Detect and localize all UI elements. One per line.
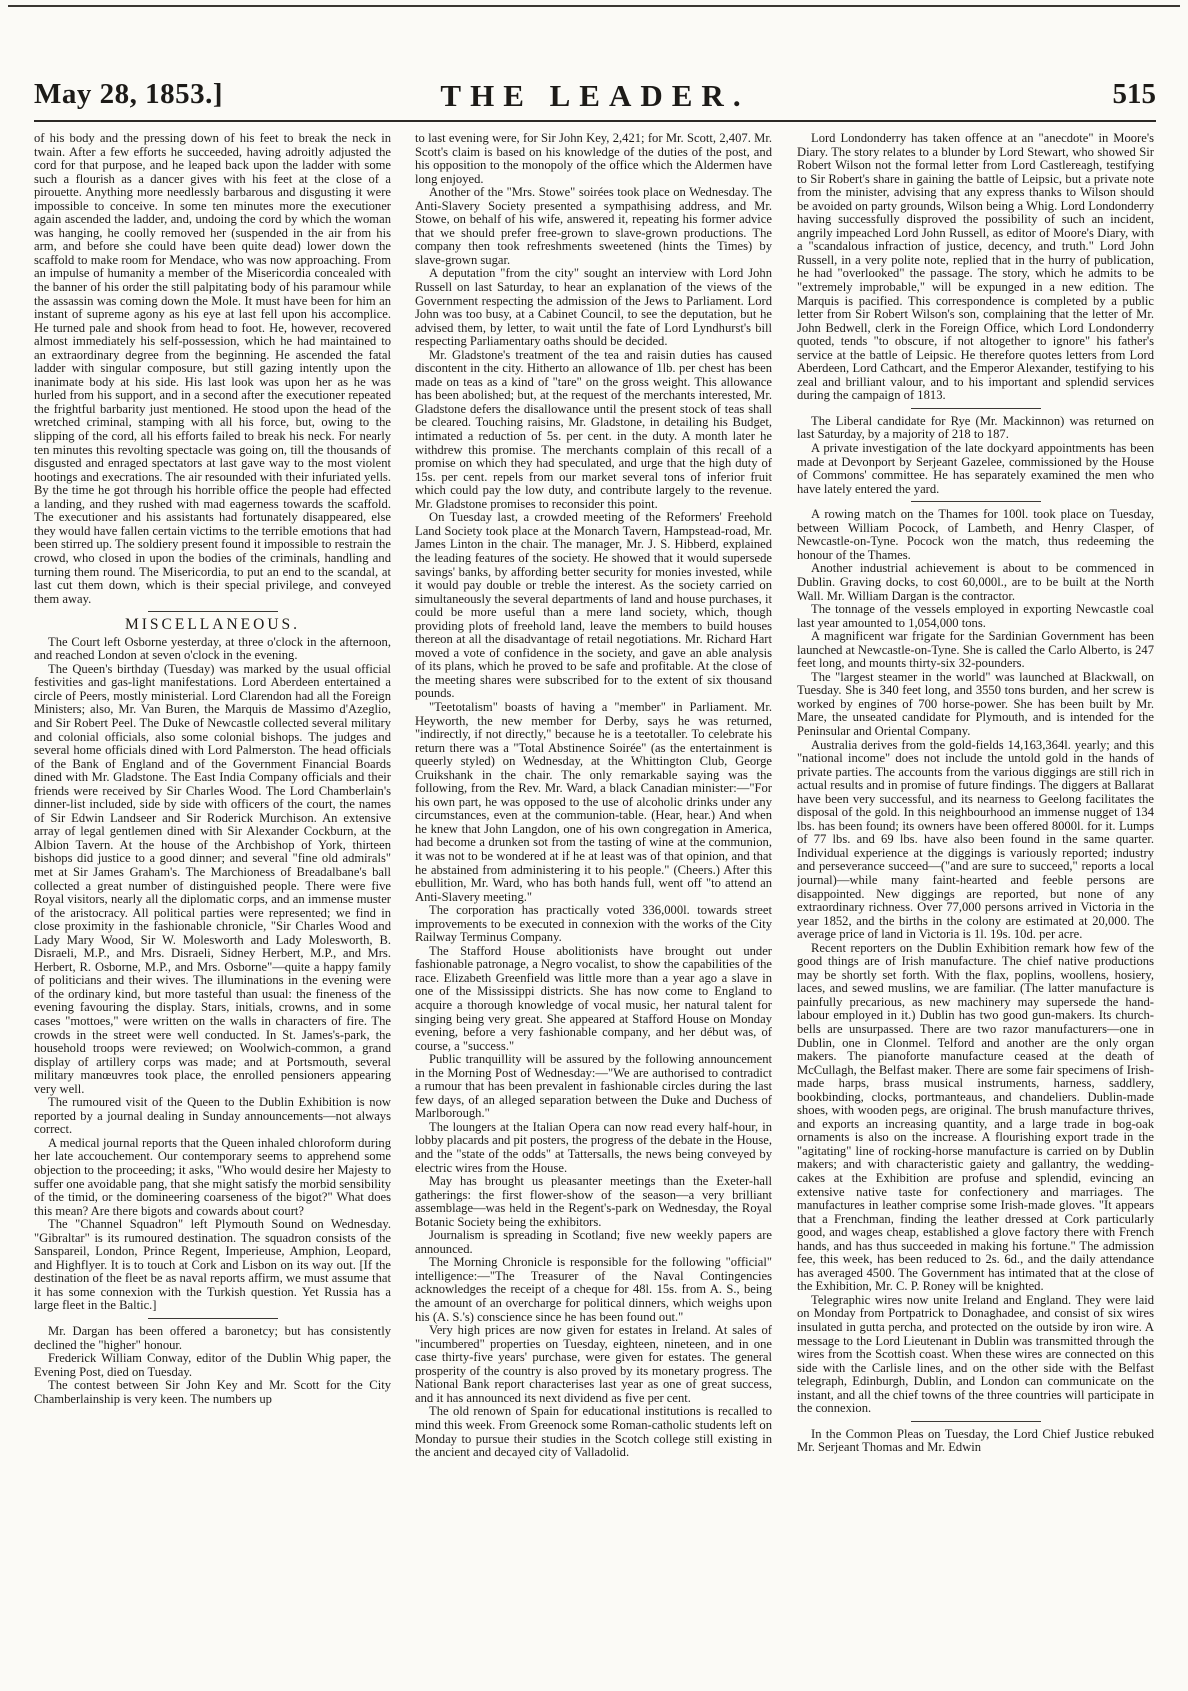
article-paragraph: The loungers at the Italian Opera can now read every half-hour, in lobby placards and pit posters, the progress of the debate in the House, and the "state of the odds" at Tattersalls, the news being conveyed by electric wires from the House.: [415, 1119, 772, 1175]
article-paragraph: Mr. Dargan has been offered a baronetcy; but has consistently declined the "higher" honour.: [34, 1324, 391, 1352]
article-paragraph: The Liberal candidate for Rye (Mr. Mackinnon) was returned on last Saturday, by a majority of 218 to 187.: [797, 413, 1154, 442]
article-paragraph: Another industrial achievement is about to be commenced in Dublin. Graving docks, to cost 60,000l., are to be built at the North Wall. Mr. William Dargan is the contractor.: [797, 561, 1154, 603]
article-paragraph: "Teetotalism" boasts of having a "member" in Parliament. Mr. Heyworth, the new member for Derby, says he was returned, "indirectly, if not directly," because he is a teetotaller. To celebrate his return there was a "Total Abstinence Soirée" (as the entertainment is queerly styled) on Wednesday, at the Whittington Club, George Cruikshank in the chair. The only remarkable saying was the following, from the Rev. Mr. Ward, a black Canadian minister:—"For his own part, he was opposed to the use of alcoholic drinks under any circumstances, even at the communion-table. (Hear, hear.) And when he knew that John Langdon, one of his own congregation in America, had become a drunken sot from the tasting of wine at the communion, it was not to be wondered at if he at least was of that opinion, and that he abstained from administering it to his people." (Cheers.) After this ebullition, Mr. Ward, who has both hands full, went off "to attend an Anti-Slavery meeting.": [415, 699, 772, 904]
separator-rule: [911, 501, 1041, 502]
column-1: [34, 132, 391, 1682]
article-paragraph: of his body and the pressing down of his feet to break the neck in twain. After a few efforts he succeeded, having adroitly adjusted the cord for that purpose, and he leaped back upon the ladder with some such a flourish as a dancer gives with his feet at the close of a pirouette. Anything more needlessly barbarous and disgusting it were impossible to conceive. In some ten minutes more the executioner again ascended the ladder, and, undoing the cord by which the woman was hanging, he coolly removed her (suspended in the air from his arm, and before she could have been quite dead) lower down the scaffold to make room for Mendace, who was now approaching. From an impulse of humanity a member of the Misericordia concealed with the banner of his order the still palpitating body of his paramour while the assassin was coming down the Mole. It must have been for him an instant of supreme agony as his eye at last fell upon his accomplice. He turned pale and shook from head to foot. He, however, recovered almost immediately his self-possession, which he had maintained to an extraordinary degree from the beginning. He ascended the fatal ladder with singular composure, but still gazing intently upon the inanimate body at his side. His last look was upon her as he was hurled from his support, and in a second after the executioner repeated the frightful barbarity just mentioned. He stood upon the head of the wretched criminal, stamping with all his force, but, owing to the slipping of the cord, all his efforts failed to break his neck. For nearly ten minutes this revolting spectacle was going on, till the thousands of disgusted and enraged spectators at last gave way to the most violent hootings and execrations. The air resounded with their infuriated yells. By the time he got through his horrible office the people had effected a landing, and they rushed with mad eagerness towards the scaffold. The executioner and his assistants had fortunately disappeared, else they would have fallen certain victims to the terrible emotions that had been stirred up. The soldiery present found it impossible to restrain the crowd, who closed in upon the bodies of the criminals, handling and turning them round. The Misericordia, to put an end to the scandal, at last cut them down, which is their special privilege, and conveyed them away.: [34, 132, 391, 606]
article-paragraph: Telegraphic wires now unite Ireland and England. They were laid on Monday from Portpatrick to Donaghadee, and consist of six wires insulated in gutta percha, and protected on the outside by iron wire. A message to the Lord Lieutenant in Dublin was transmitted through the wires from the Scottish coast. When these wires are connected on this side with the Carlisle lines, and on the other side with the Belfast telegraph, Edinburgh, Dublin, and London can communicate on the instant, and all the chief towns of the three countries will participate in the connexion.: [797, 1292, 1154, 1416]
separator-rule: [148, 1318, 278, 1319]
separator-rule: [911, 1421, 1041, 1422]
article-paragraph: The "largest steamer in the world" was launched at Blackwall, on Tuesday. She is 340 feet long, and 3550 tons burden, and her screw is worked by engines of 700 horse-power. She has been built by Mr. Mare, the unseated candidate for Plymouth, and is intended for the Peninsular and Oriental Company.: [797, 669, 1154, 738]
article-paragraph: The contest between Sir John Key and Mr. Scott for the City Chamberlainship is very keen. The numbers up: [34, 1378, 391, 1406]
article-paragraph: Journalism is spreading in Scotland; five new weekly papers are announced.: [415, 1228, 772, 1256]
article-paragraph: Australia derives from the gold-fields 14,163,364l. yearly; and this "national income" does not include the untold gold in the hands of private parties. The accounts from the various diggings are still rich in actual results and in promise of future findings. The diggers at Ballarat have been very successful, and its nearness to Geelong facilitates the disposal of the gold. In this neighbourhood an immense nugget of 134 lbs. has been found; its owners have been offered 8000l. for it. Lumps of 77 lbs. and 69 lbs. have also been found in the same quarter. Individual experience at the diggings is variously reported; industry and perseverance succeed—("and are sure to succeed," reports a local journal)—while many faint-hearted and feeble persons are disappointed. New diggings are reported, but none of any extraordinary richness. Over 77,000 persons arrived in Victoria in the year 1852, and the births in the colony are estimated at 20,000. The average price of land in Victoria is 1l. 19s. 10d. per acre.: [797, 737, 1154, 942]
article-paragraph: Mr. Gladstone's treatment of the tea and raisin duties has caused discontent in the city. Hitherto an allowance of 1lb. per chest has been made on teas as a kind of "tare" on the gross weight. This allowance has been abolished; but, at the request of the merchants interested, Mr. Gladstone defers the disallowance until the present stock of teas shall be cleared. Touching raisins, Mr. Gladstone, in detailing his Budget, intimated a reduction of 5s. per cent. in the duty. A month later he withdrew this promise. The merchants complain of this recall of a promise on which they had speculated, and urge that the high duty of 15s. per cent. repels from our market several tons of inferior fruit which could pay the low duty, and contribute largely to the revenue. Mr. Gladstone promises to reconsider this point.: [415, 347, 772, 511]
article-paragraph: The "Channel Squadron" left Plymouth Sound on Wednesday. "Gibraltar" is its rumoured destination. The squadron consists of the Sanspareil, London, Prince Regent, Imperieuse, Amphion, Leopard, and Highflyer. It is to touch at Cork and Lisbon on its way out. [If the destination of the fleet be as naval reports affirm, we must assume that it has some connexion with the Turkish question. Yet Russia has a large fleet in the Baltic.]: [34, 1217, 391, 1313]
article-paragraph: The rumoured visit of the Queen to the Dublin Exhibition is now reported by a journal dealing in Sunday announcements—not always correct.: [34, 1095, 391, 1137]
article-paragraph: A rowing match on the Thames for 100l. took place on Tuesday, between William Pocock, of Lambeth, and Henry Clasper, of Newcastle-on-Tyne. Pocock won the match, thus redeeming the honour of the Thames.: [797, 507, 1154, 562]
article-paragraph: May has brought us pleasanter meetings than the Exeter-hall gatherings: the first flower-show of the season—a very brilliant assemblage—was held in the Regent's-park on Wednesday, the Royal Botanic Society being the exhibitors.: [415, 1174, 772, 1229]
article-paragraph: The old renown of Spain for educational institutions is recalled to mind this week. From Greenock some Roman-catholic students left on Monday to pursue their studies in the Scotch college still existing in the ancient and decayed city of Valladolid.: [415, 1404, 772, 1460]
issue-date: May 28, 1853.]: [34, 78, 224, 110]
article-paragraph: The Morning Chronicle is responsible for the following "official" intelligence:—"The Treasurer of the Naval Contingencies acknowledges the receipt of a cheque for 48l. 15s. from A. S., being the amount of an overcharge for political dinners, which weighs upon his (A. S.'s) conscience since he has been found out.": [415, 1255, 772, 1324]
article-paragraph: A magnificent war frigate for the Sardinian Government has been launched at Newcastle-on-Tyne. She is called the Carlo Alberto, is 247 feet long, and mounts thirty-six 32-pounders.: [797, 629, 1154, 671]
article-paragraph: The Queen's birthday (Tuesday) was marked by the usual official festivities and gas-light manifestations. Lord Aberdeen entertained a circle of Peers, mostly ministerial. Lord Clarendon had all the Foreign Ministers; also, Mr. Van Buren, the Marquis de Massimo d'Azeglio, and Sir Robert Peel. The Duke of Newcastle collected several military and colonial officials, also some colonial bishops. The judges and several home officials dined with Lord Palmerston. The head officials of the Bank of England and of the Government Financial Boards dined with Mr. Gladstone. The East India Company officials and their friends were received by Sir Charles Wood. The Lord Chamberlain's dinner-list included, side by side with officers of the court, the names of Sir Edwin Landseer and Sir Roderick Murchison. An extensive array of legal gentlemen dined with Sir Alexander Cockburn, at the Albion Tavern. At the house of the Archbishop of York, thirteen bishops did justice to a good dinner; and several "fine old admirals" met at Sir James Graham's. The Marchioness of Breadalbane's ball collected a great number of distinguished people. There were five Royal visitors, nearly all the diplomatic corps, and an immense muster of the aristocracy. All political parties were represented; we find in close proximity in the fashionable chronicle, "Sir Charles Wood and Lady Mary Wood, Sir W. Molesworth and Lady Molesworth, B. Disraeli, M.P., and Mrs. Disraeli, Sidney Herbert, M.P., and Mrs. Herbert, R. Osborne, M.P., and Mrs. Osborne"—quite a happy family of politicians and their wives. The illuminations in the evening were of the ordinary kind, but more tasteful than usual: the fineness of the evening favouring the display. Stars, initials, crowns, and in some cases "mottoes," were written on the walls in characters of fire. The crowds in the street were well conducted. In St. James's-park, the household troops were reviewed; on Woolwich-common, a grand display of artillery corps was made; and at Portsmouth, several military manœuvres took place, the enrolled pensioners appearing very well.: [34, 661, 391, 1096]
article-paragraph: The tonnage of the vessels employed in exporting Newcastle coal last year amounted to 1,054,000 tons.: [797, 602, 1154, 630]
top-border-rule: [8, 5, 1180, 7]
article-paragraph: Very high prices are now given for estates in Ireland. At sales of "incumbered" properties on Tuesday, eighteen, nineteen, and in one case thirty-five years' purchase, were given for estates. The general prosperity of the country is also proved by its monetary progress. The National Bank report characterises last year as one of great success, and it has announced its next dividend as five per cent.: [415, 1323, 772, 1405]
article-paragraph: Recent reporters on the Dublin Exhibition remark how few of the good things are of Irish manufacture. The chief native productions may be shortly set forth. With the flax, poplins, woollens, hosiery, laces, and sewed muslins, we are familiar. (The latter manufacture is painfully precarious, as new machinery may supersede the hand-labour employed in it.) Dublin has two good gun-makers. Its church-bells are unsurpassed. There are two razor manufacturers—one in Dublin, one in Clonmel. Telford and another are the only organ makers. The pianoforte manufacture ceased at the death of McCullagh, the Belfast maker. There are some fair specimens of Irish-made harps, brass musical instruments, harness, saddlery, bookbinding, clocks, portmanteaus, and chandeliers. Dublin-made shoes, with wooden pegs, are original. The brush manufacture thrives, and exports an increasing quantity, and a large trade in bog-oak ornaments is also on the increase. A flourishing export trade in the "agitating" line of rocking-horse manufacture is carried on by Dublin makers; and with characteristic gaiety and gallantry, the wedding-cakes at the Exhibition are profuse and splendid, evincing an extensive native taste for confectionery and marriages. The manufactures in leather comprise some Irish-made gloves. "It appears that a Frenchman, finding the leather dressed at Cork particularly good, and wages cheap, established a glove factory there with French hands, and has thus succeeded in making his fortune." The admission fee, this week, has been reduced to 2s. 6d., and the daily attendance has averaged 4500. The Government has intimated that at the close of the Exhibition, Mr. C. P. Roney will be knighted.: [797, 940, 1154, 1294]
article-paragraph: The Court left Osborne yesterday, at three o'clock in the afternoon, and reached London at seven o'clock in the evening.: [34, 634, 391, 663]
column-3: [797, 132, 1154, 1682]
article-paragraph: The Stafford House abolitionists have brought out under fashionable patronage, a Negro vocalist, to show the capabilities of the race. Elizabeth Greenfield was little more than a year ago a slave in one of the Mississippi districts. She has now come to England to acquire a thorough knowledge of vocal music, her natural talent for singing being very great. She appeared at Stafford House on Monday evening, before a very fashionable company, and her début was, of course, a "success.": [415, 943, 772, 1053]
article-paragraph: On Tuesday last, a crowded meeting of the Reformers' Freehold Land Society took place at the Monarch Tavern, Hampstead-road, Mr. James Linton in the chair. The manager, Mr. J. S. Hibberd, explained the leading features of the society. He showed that it would supersede savings' banks, by affording better security for monies invested, while it would pay double or treble the interest. As the society carried on simultaneously the several departments of land and house purchases, it could be more useful than a mere land society, which, though providing plots of freehold land, leave the members to build houses thereon at all the disadvantage of retail negotiations. Mr. Richard Hart moved a vote of confidence in the society, and gave an able analysis of its plans, which he proved to be safe and profitable. At the close of the meeting shares were subscribed for to the extent of six thousand pounds.: [415, 510, 772, 701]
header-rule: [34, 120, 1156, 122]
separator-rule: [911, 408, 1041, 409]
article-paragraph: Public tranquillity will be assured by the following announcement in the Morning Post of Wednesday:—"We are authorised to contradict a rumour that has been prevalent in fashionable circles during the last few days, of an alleged separation between the Duke and Duchess of Marlborough.": [415, 1052, 772, 1121]
article-paragraph: to last evening were, for Sir John Key, 2,421; for Mr. Scott, 2,407. Mr. Scott's claim is based on his knowledge of the duties of the post, and his opposition to the monopoly of the office which the Aldermen have long enjoyed.: [415, 132, 772, 186]
page-header: [34, 78, 1156, 118]
separator-rule: [148, 611, 278, 612]
article-paragraph: In the Common Pleas on Tuesday, the Lord Chief Justice rebuked Mr. Serjeant Thomas and Mr. Edwin: [797, 1426, 1154, 1455]
article-paragraph: Another of the "Mrs. Stowe" soirées took place on Wednesday. The Anti-Slavery Society presented a sympathising address, and Mr. Stowe, on behalf of his wife, answered it, repeating his former advice that we should prefer free-grown to slave-grown productions. The company then took refreshments sweetened (hints the Times) by slave-grown sugar.: [415, 185, 772, 267]
article-paragraph: A medical journal reports that the Queen inhaled chloroform during her late accouchement. Our contemporary seems to apprehend some objection to the proceeding; it asks, "Who would desire her Majesty to suffer one avoidable pang, that she might satisfy the morbid sensibility of the timid, or the domineering coarseness of the bigot?" What does this mean? Are there bigots and cowards about court?: [34, 1135, 391, 1218]
page-number: 515: [1112, 78, 1156, 110]
section-heading: MISCELLANEOUS.: [124, 616, 301, 634]
article-paragraph: A deputation "from the city" sought an interview with Lord John Russell on last Saturday, to hear an explanation of the views of the Government respecting the admission of the Jews to Parliament. Lord John was too busy, at a Cabinet Council, to see the deputation, but he advised them, by letter, to wait until the fate of Lord Lyndhurst's bill respecting Parliamentary oaths should be decided.: [415, 266, 772, 349]
article-paragraph: The corporation has practically voted 336,000l. towards street improvements to be executed in connexion with the works of the City Railway Terminus Company.: [415, 903, 772, 945]
article-paragraph: Lord Londonderry has taken offence at an "anecdote" in Moore's Diary. The story relates to a blunder by Lord Stewart, who showed Sir Robert Wilson not the formal letter from Lord Castlereagh, testifying to Sir Robert's share in gaining the battle of Leipsic, but a private note from the minister, advising that any express thanks to Wilson should be avoided on party grounds, Wilson being a Whig. Lord Londonderry having successfully disproved the possibility of such an incident, angrily impeached Lord John Russell, as editor of Moore's Diary, with a "scandalous infraction of justice, decency, and truth." Lord John Russell, in a very polite note, replied that in the hurry of publication, he had "overlooked" the passage. The story, which he admits to be "extremely improbable," will be expunged in a new edition. The Marquis is pacified. This correspondence is completed by a public letter from Sir Robert Wilson's son, complaining that the letter of Mr. John Bedwell, clerk in the Foreign Office, which Lord Londonderry quoted, tends "to obscure, if not altogether to ignore" his father's service at the battle of Leipsic. He therefore quotes letters from Lord Aberdeen, Lord Cathcart, and the Emperor Alexander, testifying to his zeal and brilliant valour, and to his important and splendid services during the campaign of 1813.: [797, 132, 1154, 403]
newspaper-title: THE LEADER.: [440, 78, 750, 113]
column-2: [415, 132, 772, 1682]
article-paragraph: Frederick William Conway, editor of the Dublin Whig paper, the Evening Post, died on Tuesday.: [34, 1351, 391, 1379]
article-paragraph: A private investigation of the late dockyard appointments has been made at Devonport by Serjeant Gazelee, commissioned by the House of Commons' committee. He has separately examined the men who have lately entered the yard.: [797, 441, 1154, 496]
